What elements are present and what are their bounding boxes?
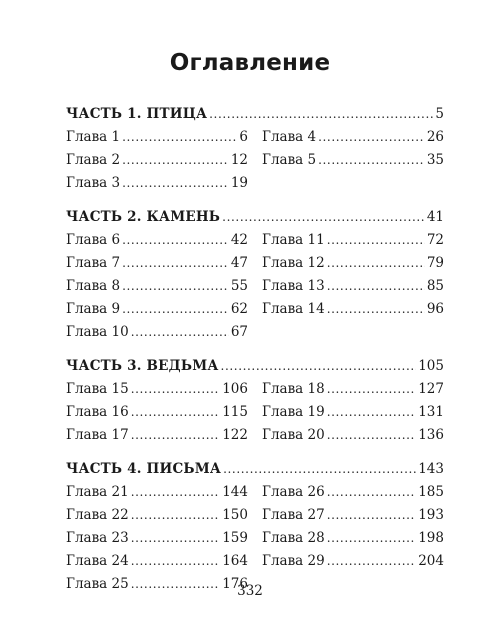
chapter-page: 127	[418, 381, 444, 397]
page-number: 332	[237, 583, 263, 599]
chapter-page: 12	[230, 152, 248, 168]
chapter-entry[interactable]	[66, 427, 248, 450]
chapter-entry[interactable]	[262, 427, 444, 450]
chapter-label: Глава 7	[66, 255, 121, 271]
chapter-page: 55	[230, 278, 248, 294]
chapter-page: 42	[230, 232, 248, 248]
chapter-label: Глава 27	[262, 507, 325, 523]
part-page: 143	[418, 461, 444, 477]
dot-leader	[327, 302, 425, 316]
chapter-page: 47	[230, 255, 248, 271]
chapter-entry[interactable]	[262, 530, 444, 553]
dot-leader	[122, 302, 229, 316]
dot-leader	[131, 554, 221, 568]
dot-leader	[131, 405, 221, 419]
chapter-label: Глава 17	[66, 427, 129, 443]
dot-leader	[131, 531, 221, 545]
dot-leader	[327, 279, 425, 293]
dot-leader	[327, 428, 417, 442]
chapter-entry[interactable]	[66, 553, 248, 576]
chapter-column-right	[262, 381, 444, 450]
chapter-label: Глава 3	[66, 175, 121, 191]
dot-leader	[327, 256, 425, 270]
chapter-page: 96	[426, 301, 444, 317]
chapter-label: Глава 20	[262, 427, 325, 443]
chapter-entry[interactable]	[66, 507, 248, 530]
dot-leader	[327, 508, 417, 522]
chapter-entry[interactable]	[66, 175, 248, 198]
chapter-entry[interactable]	[66, 381, 248, 404]
chapter-page: 159	[222, 530, 248, 546]
chapter-page: 136	[418, 427, 444, 443]
chapter-page: 185	[418, 484, 444, 500]
dot-leader	[327, 382, 417, 396]
chapter-column-left	[66, 232, 248, 347]
chapter-entry[interactable]	[262, 232, 444, 255]
chapter-page: 26	[426, 129, 444, 145]
chapter-entry[interactable]	[262, 553, 444, 576]
chapter-label: Глава 14	[262, 301, 325, 317]
page-title: Оглавление	[169, 50, 331, 76]
chapter-label: Глава 29	[262, 553, 325, 569]
part-title: ЧАСТЬ 1. ПТИЦА	[66, 106, 208, 122]
dot-leader	[131, 382, 221, 396]
chapter-page: 35	[426, 152, 444, 168]
chapter-column-left	[66, 484, 248, 599]
chapter-label: Глава 4	[262, 129, 317, 145]
part-heading[interactable]	[66, 106, 444, 129]
part-title: ЧАСТЬ 3. ВЕДЬМА	[66, 358, 219, 374]
chapter-page: 115	[222, 404, 248, 420]
part-page: 5	[435, 106, 444, 122]
toc-part	[66, 461, 444, 599]
chapter-page: 85	[426, 278, 444, 294]
chapter-label: Глава 19	[262, 404, 325, 420]
chapter-column-right	[262, 484, 444, 599]
dot-leader	[131, 485, 221, 499]
chapter-label: Глава 12	[262, 255, 325, 271]
chapter-label: Глава 6	[66, 232, 121, 248]
dot-leader	[209, 107, 433, 121]
chapter-page: 122	[222, 427, 248, 443]
chapter-label: Глава 21	[66, 484, 129, 500]
dot-leader	[122, 176, 229, 190]
chapter-page: 176	[222, 576, 248, 592]
chapter-columns	[66, 484, 444, 599]
part-title: ЧАСТЬ 4. ПИСЬМА	[66, 461, 222, 477]
chapter-entry[interactable]	[262, 129, 444, 152]
chapter-column-right	[262, 129, 444, 198]
chapter-label: Глава 13	[262, 278, 325, 294]
dot-leader	[131, 508, 221, 522]
chapter-label: Глава 11	[262, 232, 325, 248]
dot-leader	[131, 325, 229, 339]
chapter-entry[interactable]	[262, 507, 444, 530]
dot-leader	[318, 130, 425, 144]
part-heading[interactable]	[66, 358, 444, 381]
dot-leader	[122, 130, 237, 144]
part-page: 41	[426, 209, 444, 225]
chapter-page: 193	[418, 507, 444, 523]
chapter-entry[interactable]	[262, 404, 444, 427]
chapter-label: Глава 15	[66, 381, 129, 397]
chapter-entry[interactable]	[66, 324, 248, 347]
chapter-label: Глава 25	[66, 576, 129, 592]
chapter-entry[interactable]	[262, 152, 444, 175]
chapter-columns	[66, 129, 444, 198]
chapter-page: 106	[222, 381, 248, 397]
chapter-entry[interactable]	[262, 484, 444, 507]
chapter-entry[interactable]	[66, 255, 248, 278]
chapter-columns	[66, 232, 444, 347]
dot-leader	[327, 485, 417, 499]
chapter-page: 131	[418, 404, 444, 420]
part-page: 105	[418, 358, 444, 374]
chapter-page: 144	[222, 484, 248, 500]
chapter-entry[interactable]	[262, 381, 444, 404]
chapter-label: Глава 26	[262, 484, 325, 500]
dot-leader	[122, 233, 229, 247]
dot-leader	[327, 405, 417, 419]
dot-leader	[131, 428, 221, 442]
table-of-contents	[66, 106, 444, 610]
chapter-page: 72	[426, 232, 444, 248]
chapter-label: Глава 16	[66, 404, 129, 420]
chapter-page: 164	[222, 553, 248, 569]
chapter-page: 62	[230, 301, 248, 317]
dot-leader	[327, 233, 425, 247]
chapter-column-right	[262, 232, 444, 347]
chapter-column-left	[66, 381, 248, 450]
chapter-entry[interactable]	[66, 278, 248, 301]
chapter-entry[interactable]	[66, 129, 248, 152]
dot-leader	[122, 256, 229, 270]
dot-leader	[327, 554, 417, 568]
chapter-page: 67	[230, 324, 248, 340]
chapter-page: 204	[418, 553, 444, 569]
chapter-page: 79	[426, 255, 444, 271]
chapter-page: 198	[418, 530, 444, 546]
chapter-entry[interactable]	[66, 152, 248, 175]
part-heading[interactable]	[66, 209, 444, 232]
dot-leader	[223, 462, 416, 476]
chapter-label: Глава 28	[262, 530, 325, 546]
toc-part	[66, 358, 444, 450]
chapter-label: Глава 24	[66, 553, 129, 569]
chapter-entry[interactable]	[66, 484, 248, 507]
chapter-label: Глава 9	[66, 301, 121, 317]
chapter-label: Глава 23	[66, 530, 129, 546]
chapter-entry[interactable]	[66, 301, 248, 324]
chapter-page: 150	[222, 507, 248, 523]
dot-leader	[327, 531, 417, 545]
chapter-label: Глава 5	[262, 152, 317, 168]
toc-part	[66, 209, 444, 347]
chapter-label: Глава 22	[66, 507, 129, 523]
chapter-entry[interactable]	[66, 530, 248, 553]
chapter-entry[interactable]	[66, 232, 248, 255]
chapter-page: 6	[239, 129, 248, 145]
dot-leader	[318, 153, 425, 167]
chapter-label: Глава 8	[66, 278, 121, 294]
chapter-entry[interactable]	[262, 301, 444, 324]
dot-leader	[122, 279, 229, 293]
part-heading[interactable]	[66, 461, 444, 484]
dot-leader	[222, 210, 425, 224]
toc-part	[66, 106, 444, 198]
chapter-column-left	[66, 129, 248, 198]
chapter-label: Глава 1	[66, 129, 121, 145]
dot-leader	[221, 359, 417, 373]
chapter-entry[interactable]	[66, 404, 248, 427]
chapter-entry[interactable]	[262, 255, 444, 278]
dot-leader	[122, 153, 229, 167]
chapter-label: Глава 2	[66, 152, 121, 168]
part-title: ЧАСТЬ 2. КАМЕНЬ	[66, 209, 221, 225]
chapter-label: Глава 18	[262, 381, 325, 397]
chapter-label: Глава 10	[66, 324, 129, 340]
chapter-columns	[66, 381, 444, 450]
chapter-entry[interactable]	[262, 278, 444, 301]
chapter-page: 19	[230, 175, 248, 191]
